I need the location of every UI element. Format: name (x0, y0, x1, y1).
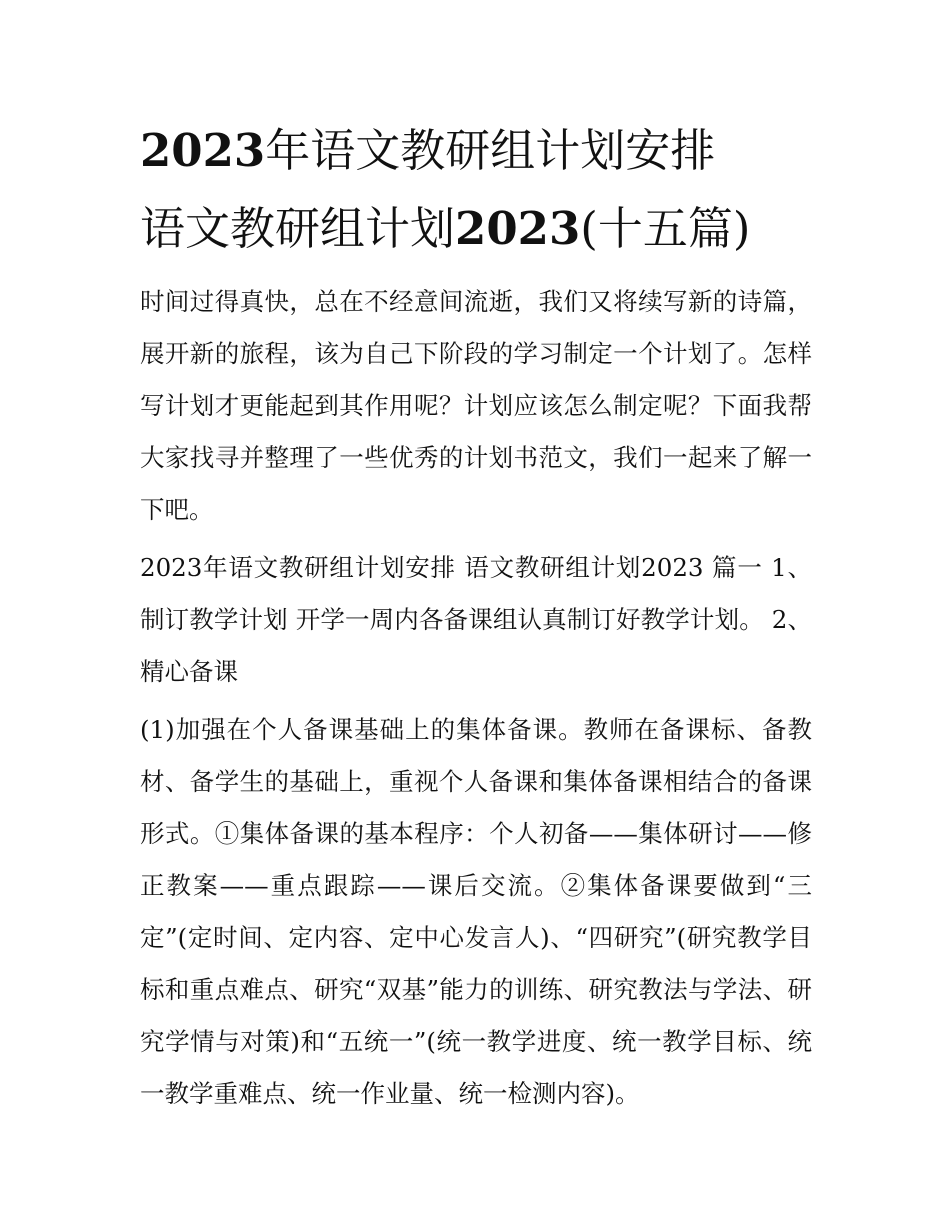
document-title-line-1 (140, 112, 812, 190)
paragraph-plan-heading: 2023年语文教研组计划安排 语文教研组计划2023 篇一 1、制订教学计划 开学一周内各备课组认真制订好教学计划。 2、精心备课 (140, 553, 812, 686)
title-text: 年语文教研组计划安排 (265, 124, 716, 177)
paragraph-intro: 时间过得真快，总在不经意间流逝，我们又将续写新的诗篇，展开新的旅程，该为自己下阶段的学习制定一个计划了。怎样写计划才更能起到其作用呢？计划应该怎么制定呢？下面我帮大家找寻并整理了一些优秀的计划书范文，我们一起来了解一下吧。 (140, 287, 812, 524)
title-year: 2023 (140, 124, 266, 177)
paragraph-collective-prep: (1)加强在个人备课基础上的集体备课。教师在备课标、备教材、备学生的基础上，重视个人备课和集体备课相结合的备课形式。①集体备课的基本程序：个人初备——集体研讨——修正教案——重点跟踪——课后交流。②集体备课要做到“三定”(定时间、定内容、定中心发言人)、“四研究”(研究教学目标和重点难点、研究“双基”能力的训练、研究教法与学法、研究学情与对策)和“五统一”(统一教学进度、统一教学目标、统一教学重难点、统一作业量、统一检测内容)。 (140, 715, 812, 1108)
subtitle-tail: (十五篇) (580, 202, 751, 255)
subtitle-text: 语文教研组计划 (140, 202, 456, 255)
document-page (140, 112, 812, 1126)
document-body (140, 276, 812, 1120)
document-title-line-2 (140, 190, 812, 268)
subtitle-year: 2023 (455, 202, 581, 255)
